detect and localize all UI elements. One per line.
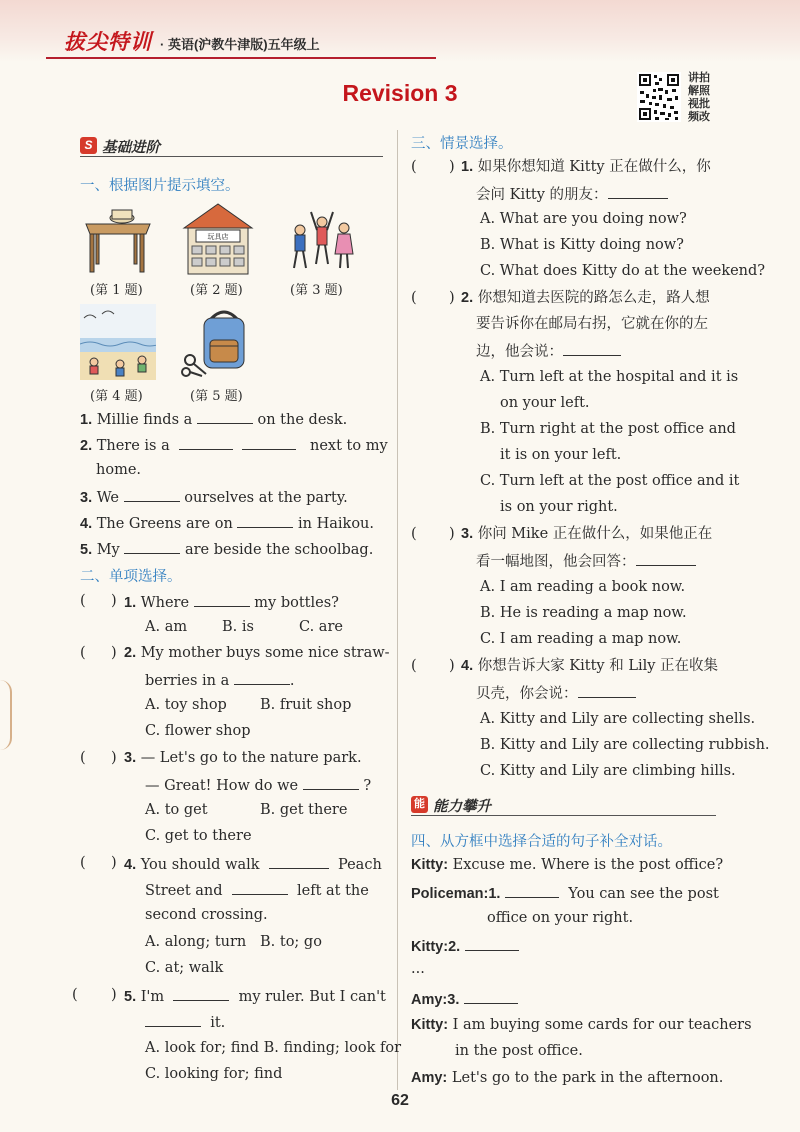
paren-close: ) <box>449 526 455 542</box>
fill-item-4: 4. The Greens are on in Haikou. <box>80 513 374 533</box>
answer-blank[interactable] <box>636 551 696 566</box>
option[interactable]: C. What does Kitty do at the weekend? <box>480 263 766 279</box>
option[interactable]: A. am <box>145 619 188 635</box>
situation-question-1: 1. 如果你想知道 Kitty 正在做什么，你 <box>461 159 711 175</box>
table-picture <box>82 204 154 274</box>
mc-question-5-cont: it. <box>145 1012 225 1032</box>
dialogue-line-5: Kitty: I am buying some cards for our teachers <box>411 1017 752 1033</box>
paren-close: ) <box>111 593 117 609</box>
option[interactable]: A. What are you doing now? <box>480 211 687 227</box>
toy-shop-picture <box>182 202 254 276</box>
banner-rule <box>80 156 383 157</box>
caption-3: (第 3 题) <box>290 283 343 298</box>
option[interactable]: B. He is reading a map now. <box>480 605 687 621</box>
column-divider <box>397 130 398 1090</box>
answer-blank[interactable] <box>505 883 559 898</box>
section-2-title: 二、单项选择。 <box>80 569 182 585</box>
paren-open[interactable]: ( <box>80 593 86 609</box>
party-kids-picture <box>286 204 358 274</box>
situation-question-4: 4. 你想告诉大家 Kitty 和 Lily 正在收集 <box>461 658 719 674</box>
mc-question-3: 3. — Let's go to the nature park. <box>124 750 362 766</box>
option-cont: is on your right. <box>500 499 618 515</box>
paren-close: ) <box>449 290 455 306</box>
paren-close: ) <box>111 750 117 766</box>
answer-blank[interactable] <box>194 592 250 607</box>
mc-question-4: 4. You should walk Peach <box>124 854 382 874</box>
caption-2: (第 2 题) <box>190 283 243 298</box>
situation-question-2-cont2: 边，他会说： <box>476 341 621 361</box>
caption-1: (第 1 题) <box>90 283 143 298</box>
answer-blank[interactable] <box>303 775 359 790</box>
dialogue-line-1: Kitty: Excuse me. Where is the post office? <box>411 857 724 873</box>
answer-blank[interactable] <box>608 184 668 199</box>
dialogue-line-3: Kitty:2. <box>411 936 519 956</box>
banner-advanced: 能力攀升 <box>433 799 491 815</box>
book-subtitle: · 英语(沪教牛津版)五年级上 <box>160 37 320 52</box>
option[interactable]: A. I am reading a book now. <box>480 579 686 595</box>
beach-picture <box>80 304 156 380</box>
dialogue-line-2-cont: office on your right. <box>487 910 634 926</box>
header-rule <box>46 57 436 59</box>
paren-open[interactable]: ( <box>72 987 78 1003</box>
situation-question-3: 3. 你问 Mike 正在做什么，如果他正在 <box>461 526 713 542</box>
mc-question-2: 2. My mother buys some nice straw- <box>124 645 390 661</box>
paren-close: ) <box>449 159 455 175</box>
fill-item-2-cont: home. <box>96 462 142 478</box>
dialogue-ellipsis: ... <box>411 961 425 977</box>
option[interactable]: C. at; walk <box>145 960 224 976</box>
fill-item-1: 1. Millie finds a on the desk. <box>80 409 347 429</box>
schoolbag-picture <box>180 304 260 380</box>
dialogue-line-5-cont: in the post office. <box>455 1043 583 1059</box>
shop-sign: 玩具店 <box>207 233 229 241</box>
option[interactable]: C. looking for; find <box>145 1066 283 1082</box>
option[interactable]: A. along; turn <box>145 934 247 950</box>
mc-question-5: 5. I'm my ruler. But I can't <box>124 986 386 1006</box>
answer-blank[interactable] <box>563 341 621 356</box>
brand-logo: 拔尖特训 <box>64 31 152 54</box>
option[interactable]: A. to get <box>145 802 208 818</box>
option[interactable]: B. Turn right at the post office and <box>480 421 736 437</box>
option[interactable]: B. What is Kitty doing now? <box>480 237 684 253</box>
paren-close: ) <box>111 987 117 1003</box>
fill-item-5: 5. My are beside the schoolbag. <box>80 539 373 559</box>
answer-blank[interactable] <box>197 409 253 424</box>
answer-blank[interactable] <box>124 487 180 502</box>
dialogue-line-4: Amy:3. <box>411 989 518 1009</box>
caption-5: (第 5 题) <box>190 389 243 404</box>
banner-rule <box>411 815 716 816</box>
fill-item-2: 2. There is a next to my <box>80 435 388 455</box>
answer-blank[interactable] <box>578 683 636 698</box>
option[interactable]: B. is <box>222 619 254 635</box>
answer-blank[interactable] <box>465 936 519 951</box>
option[interactable]: A. Kitty and Lily are collecting shells. <box>480 711 756 727</box>
page-title: Revision 3 <box>342 80 458 106</box>
option-cont: on your left. <box>500 395 590 411</box>
binding-edge <box>0 680 12 750</box>
option[interactable]: A. Turn left at the hospital and it is <box>480 369 739 385</box>
paren-open[interactable]: ( <box>411 159 417 175</box>
paren-open[interactable]: ( <box>411 290 417 306</box>
paren-close: ) <box>449 658 455 674</box>
situation-question-2-cont: 要告诉你在邮局右拐，它就在你的左 <box>476 316 708 332</box>
dialogue-line-6: Amy: Let's go to the park in the afternoon. <box>411 1070 724 1086</box>
paren-open[interactable]: ( <box>80 855 86 871</box>
situation-question-3-cont: 看一幅地图，他会回答： <box>476 551 696 571</box>
answer-blank[interactable] <box>145 1012 201 1027</box>
option[interactable]: A. toy shop <box>145 697 227 713</box>
mc-question-1: 1. Where my bottles? <box>124 592 339 612</box>
answer-blank[interactable] <box>237 513 293 528</box>
section-1-title: 一、根据图片提示填空。 <box>80 178 240 194</box>
option[interactable]: C. flower shop <box>145 723 251 739</box>
mc-question-4-cont2: second crossing. <box>145 907 268 923</box>
answer-blank[interactable] <box>269 854 329 869</box>
fill-item-3: 3. We ourselves at the party. <box>80 487 348 507</box>
option[interactable]: A. look for; find B. finding; look for <box>145 1040 402 1056</box>
section-3-title: 三、情景选择。 <box>411 136 513 152</box>
option[interactable]: C. I am reading a map now. <box>480 631 682 647</box>
page-number: 62 <box>391 1092 409 1109</box>
option[interactable]: B. Kitty and Lily are collecting rubbish. <box>480 737 770 753</box>
qr-label: 讲拍 解照 视批 频改 <box>688 72 710 123</box>
option[interactable]: B. to; go <box>260 934 322 950</box>
paren-open[interactable]: ( <box>411 658 417 674</box>
option-cont: it is on your left. <box>500 447 622 463</box>
mc-question-3-cont: — Great! How do we ? <box>145 775 371 795</box>
answer-blank[interactable] <box>173 986 229 1001</box>
dialogue-line-2: Policeman:1. You can see the post <box>411 883 719 903</box>
section-badge-icon: S <box>80 137 97 154</box>
paren-open[interactable]: ( <box>80 750 86 766</box>
paren-open[interactable]: ( <box>411 526 417 542</box>
section-badge-icon: 能 <box>411 796 428 813</box>
option[interactable]: C. Turn left at the post office and it <box>480 473 740 489</box>
caption-4: (第 4 题) <box>90 389 143 404</box>
situation-question-4-cont: 贝壳，你会说： <box>476 683 636 703</box>
answer-blank[interactable] <box>179 435 233 450</box>
answer-blank[interactable] <box>464 989 518 1004</box>
option[interactable]: C. get to there <box>145 828 252 844</box>
answer-blank[interactable] <box>242 435 296 450</box>
situation-question-1-cont: 会问 Kitty 的朋友： <box>476 184 668 204</box>
section-4-title: 四、从方框中选择合适的句子补全对话。 <box>411 834 672 850</box>
paren-close: ) <box>111 855 117 871</box>
option[interactable]: C. Kitty and Lily are climbing hills. <box>480 763 736 779</box>
option[interactable]: B. get there <box>260 802 348 818</box>
answer-blank[interactable] <box>124 539 180 554</box>
paren-open[interactable]: ( <box>80 645 86 661</box>
option[interactable]: C. are <box>299 619 343 635</box>
answer-blank[interactable] <box>232 880 288 895</box>
qr-code-icon[interactable] <box>637 72 681 122</box>
option[interactable]: B. fruit shop <box>260 697 352 713</box>
banner-basic: 基础进阶 <box>102 140 160 156</box>
paren-close: ) <box>111 645 117 661</box>
situation-question-2: 2. 你想知道去医院的路怎么走，路人想 <box>461 290 710 306</box>
mc-question-4-cont: Street and left at the <box>145 880 369 900</box>
answer-blank[interactable] <box>234 670 290 685</box>
mc-question-2-cont: berries in a . <box>145 670 294 690</box>
